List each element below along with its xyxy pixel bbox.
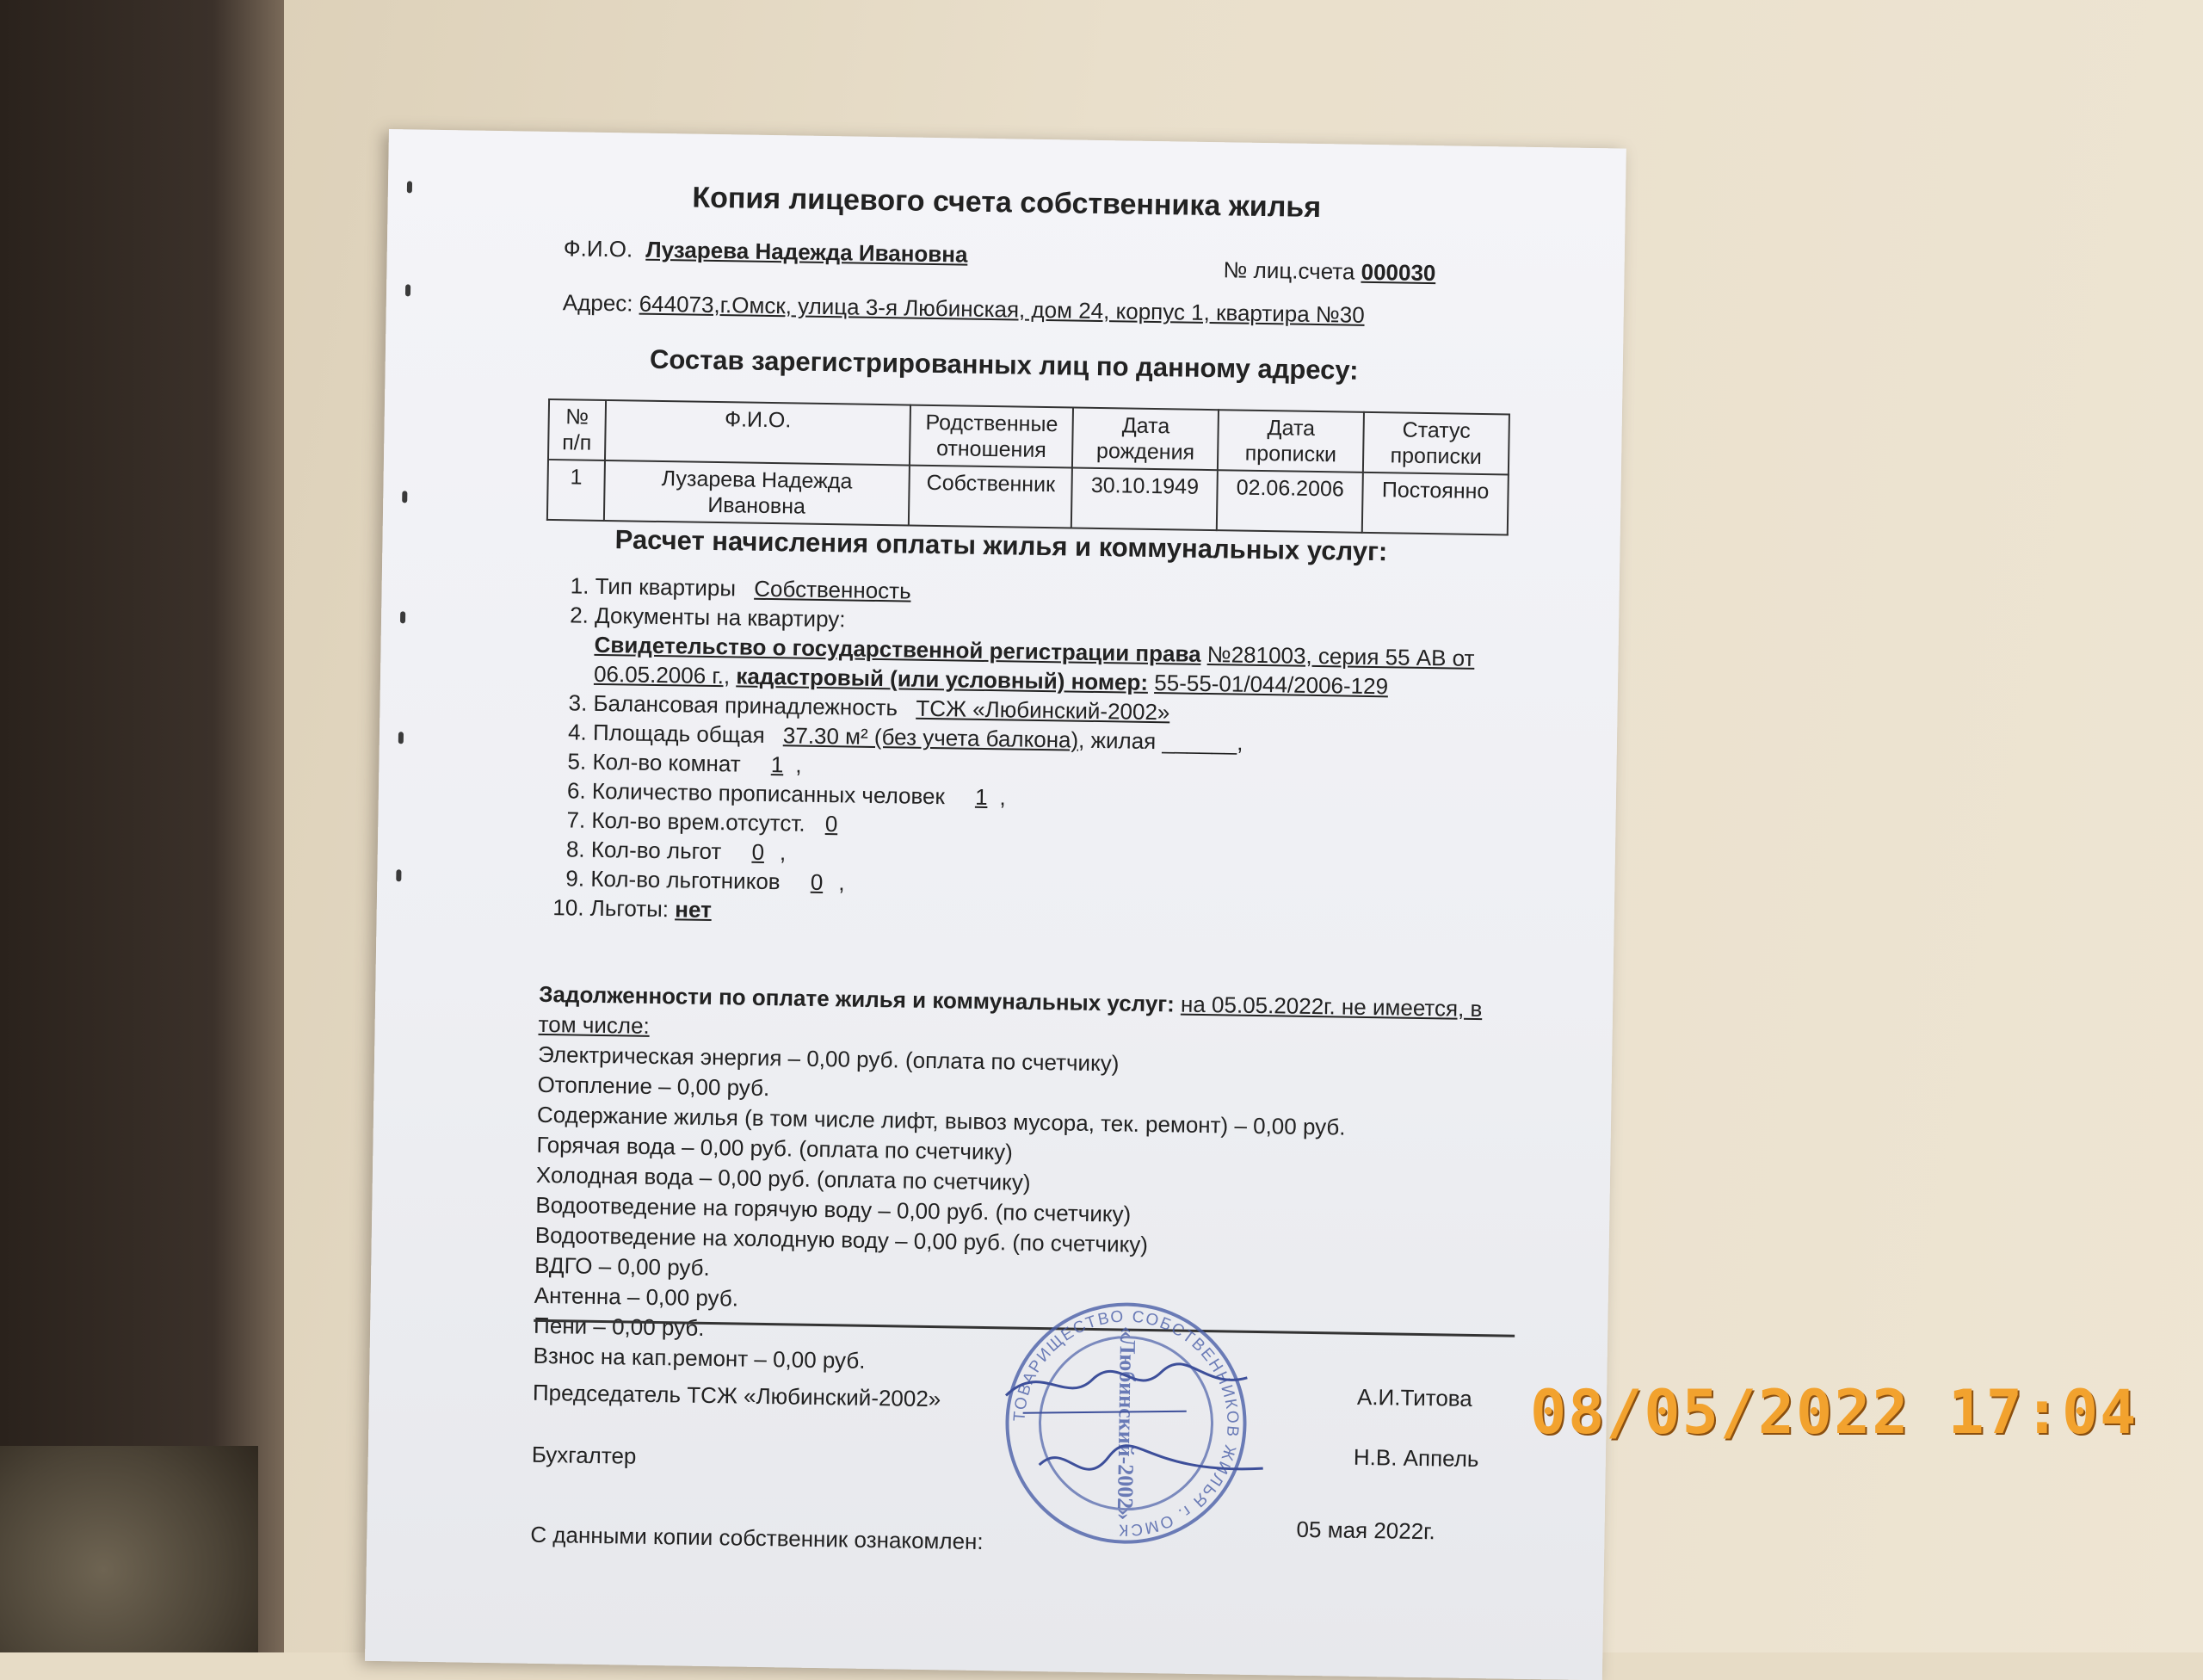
table-header-cell: Родственные отношения	[910, 405, 1073, 468]
stamp-center-text: «Любинский-2002»	[1112, 1325, 1141, 1521]
debt-line: Электрическая энергия – 0,00 руб. (оплата по счетчику)	[537, 1041, 1120, 1077]
table-header-cell: Статус прописки	[1363, 412, 1509, 475]
accountant-label: Бухгалтер	[531, 1441, 637, 1469]
debt-line: Антенна – 0,00 руб.	[534, 1282, 739, 1312]
debt-line: Водоотведение на горячую воду – 0,00 руб. (по счетчику)	[535, 1191, 1132, 1227]
doc-name: Свидетельство о государственной регистрации права	[594, 631, 1201, 667]
list-item: 6. Количество прописанных человек 1 ,	[592, 776, 1539, 820]
item-label: Количество прописанных человек	[591, 777, 946, 810]
list-item: 9. Кол-во льготников 0 ,	[590, 864, 1537, 908]
registered-title: Состав зарегистрированных лиц по данному адресу:	[649, 343, 1359, 386]
chairman-name: А.И.Титова	[1356, 1383, 1473, 1411]
chairman-label: Председатель ТСЖ «Любинский-2002»	[532, 1379, 941, 1412]
table-header-cell: Ф.И.О.	[605, 400, 910, 466]
item-rest: , жилая ______,	[1077, 726, 1243, 756]
dark-surface-edge	[0, 0, 284, 1652]
stamp-ring-text: ТОВАРИЩЕСТВО СОБСТВЕННИКОВ ЖИЛЬЯ г. ОМСК	[1010, 1307, 1242, 1539]
item-value: 1	[974, 783, 988, 811]
item-value: ТСЖ «Любинский-2002»	[916, 695, 1170, 726]
accountant-name: Н.В. Аппель	[1353, 1443, 1479, 1473]
table-cell: Постоянно	[1362, 472, 1509, 535]
debt-line: Отопление – 0,00 руб.	[537, 1071, 770, 1102]
address-value: 644073,г.Омск, улица 3-я Любинская, дом 24, корпус 1, квартира №30	[639, 290, 1365, 328]
fio-value: Лузарева Надежда Ивановна	[645, 236, 968, 268]
debt-line: Водоотведение на холодную воду – 0,00 руб. (по счетчику)	[534, 1221, 1149, 1258]
cadastral-label: кадастровый (или условный) номер:	[736, 663, 1149, 695]
item-value: 0	[751, 838, 765, 865]
acknowledgement-date: 05 мая 2022г.	[1296, 1516, 1435, 1545]
address-line	[563, 289, 1365, 329]
table-cell: 02.06.2006	[1217, 470, 1363, 533]
table-cell: Лузарева Надежда Ивановна	[604, 460, 910, 526]
list-item: 5. Кол-во комнат 1 ,	[592, 747, 1539, 791]
debt-line: Взнос на кап.ремонт – 0,00 руб.	[533, 1342, 866, 1374]
table-header-cell: Дата рождения	[1072, 408, 1219, 471]
fio-line	[564, 235, 968, 268]
item-value: 37.30 м² (без учета балкона)	[782, 722, 1079, 753]
table-cell: 1	[547, 460, 605, 521]
punch-mark	[396, 869, 401, 881]
camera-date-stamp: 08/05/2022 17:04	[1530, 1377, 2138, 1448]
fabric-corner	[0, 1446, 258, 1652]
item-label: Кол-во льгот	[590, 836, 722, 865]
signature-scribble	[987, 1343, 1274, 1520]
calc-list	[556, 571, 1542, 937]
debt-line: Холодная вода – 0,00 руб. (оплата по счетчику)	[535, 1161, 1031, 1195]
account-label: № лиц.счета	[1223, 256, 1355, 285]
table-header-cell: № п/п	[548, 399, 606, 460]
item-label: Кол-во комнат	[592, 748, 741, 777]
debt-title-bold: Задолженности по оплате жилья и коммунальных услуг:	[539, 980, 1176, 1017]
account-line	[1223, 256, 1435, 287]
item-label: Площадь общая	[592, 719, 765, 748]
item-value: Собственность	[754, 575, 911, 604]
item-value: 1	[770, 751, 784, 778]
list-item	[594, 601, 1541, 703]
debt-line: Пени – 0,00 руб.	[533, 1312, 705, 1341]
punch-mark	[402, 491, 407, 503]
item-label: Кол-во врем.отсутст.	[591, 806, 805, 837]
item-label: Кол-во льготников	[590, 865, 781, 895]
acknowledgement-label: С данными копии собственник ознакомлен:	[530, 1521, 984, 1555]
list-item: 8. Кол-во льгот 0 ,	[591, 835, 1538, 879]
address-label: Адрес:	[562, 289, 633, 317]
punch-mark	[398, 732, 404, 744]
table-header-cell: Дата прописки	[1218, 410, 1364, 472]
debt-title-rest: на 05.05.2022г. не имеется, в том числе:	[538, 991, 1483, 1039]
document-sheet	[365, 129, 1626, 1680]
item-value: 0	[810, 868, 824, 896]
debt-line: Содержание жилья (в том числе лифт, вывоз мусора, тек. ремонт) – 0,00 руб.	[536, 1101, 1346, 1140]
fio-label: Ф.И.О.	[563, 235, 633, 262]
debt-line: Горячая вода – 0,00 руб. (оплата по счетчику)	[536, 1131, 1014, 1165]
punch-mark	[405, 284, 410, 296]
item-label: Балансовая принадлежность	[593, 689, 898, 721]
doc-number: №281003, серия 55 АВ от 06.05.2006 г.,	[593, 641, 1475, 689]
item-label: Документы на квартиру:	[594, 602, 846, 633]
item-value: нет	[675, 896, 713, 923]
item-value: 0	[824, 811, 838, 837]
table-cell: 30.10.1949	[1071, 468, 1218, 531]
debt-line: ВДГО – 0,00 руб.	[534, 1251, 711, 1282]
document-title: Копия лицевого счета собственника жилья	[692, 181, 1322, 225]
punch-mark	[400, 611, 405, 623]
item-label: Тип квартиры	[595, 572, 737, 602]
calc-title: Расчет начисления оплаты жилья и коммунальных услуг:	[614, 524, 1388, 567]
registered-table	[546, 398, 1510, 536]
table-cell: Собственник	[909, 466, 1072, 528]
item-label: Льготы:	[589, 894, 670, 923]
cadastral-value: 55-55-01/044/2006-129	[1154, 670, 1389, 700]
account-value: 000030	[1361, 258, 1436, 287]
